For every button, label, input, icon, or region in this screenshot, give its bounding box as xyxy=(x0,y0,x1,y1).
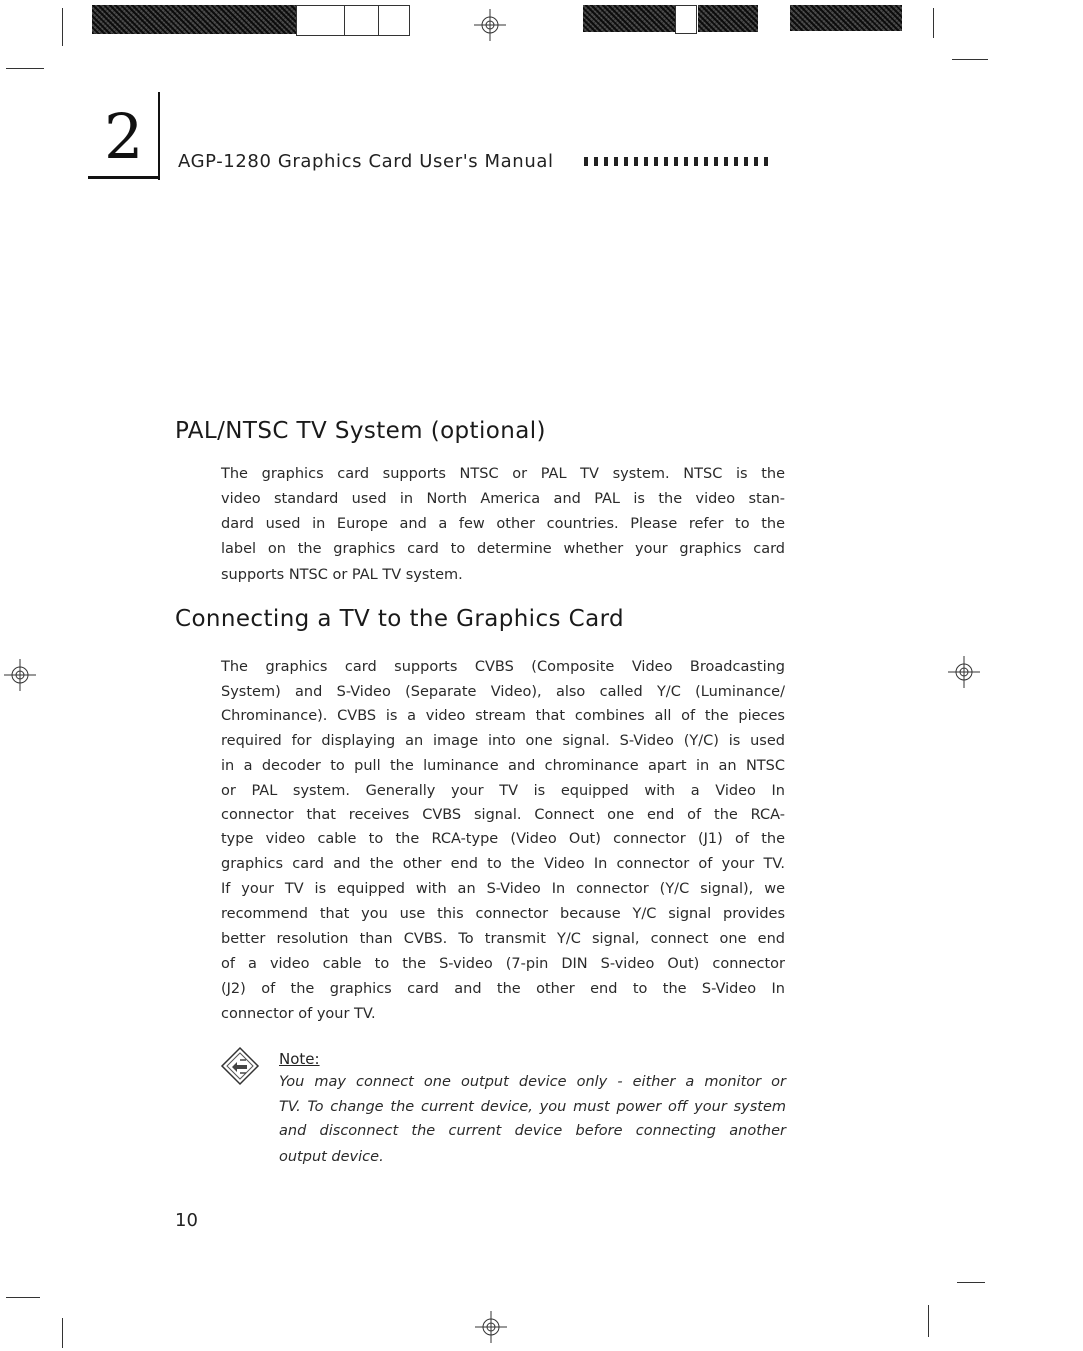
paragraph-line: video standard used in North America and PAL is the video stan- xyxy=(221,491,785,507)
print-control-bar xyxy=(790,5,902,31)
chapter-rule xyxy=(158,92,160,180)
crop-mark xyxy=(6,1297,40,1298)
crop-mark xyxy=(62,8,63,46)
print-control-bar xyxy=(92,5,308,34)
paragraph-line: connector of your TV. xyxy=(221,1006,376,1022)
registration-mark-icon xyxy=(473,1310,509,1344)
section-heading: Connecting a TV to the Graphics Card xyxy=(175,606,625,632)
registration-mark-icon xyxy=(473,8,507,42)
note-line: and disconnect the current device before connecting another xyxy=(279,1123,786,1139)
paragraph-line: or PAL system. Generally your TV is equipped with a Video In xyxy=(221,783,785,799)
paragraph-line: better resolution than CVBS. To transmit Y/C signal, connect one end xyxy=(221,931,785,947)
paragraph-line: supports NTSC or PAL TV system. xyxy=(221,567,463,583)
paragraph-line: connector that receives CVBS signal. Connect one end of the RCA- xyxy=(221,807,785,823)
paragraph-line: (J2) of the graphics card and the other end to the S-Video In xyxy=(221,981,785,997)
note-line: output device. xyxy=(279,1149,384,1165)
note-label: Note: xyxy=(279,1050,320,1068)
paragraph-line: type video cable to the RCA-type (Video Out) connector (J1) of the xyxy=(221,831,785,847)
paragraph-line: required for displaying an image into one signal. S-Video (Y/C) is used xyxy=(221,733,785,749)
print-control-box xyxy=(675,5,697,34)
crop-mark xyxy=(957,1282,985,1283)
paragraph-line: of a video cable to the S-video (7-pin DIN S-video Out) connector xyxy=(221,956,785,972)
crop-mark xyxy=(952,59,988,60)
paragraph-line: label on the graphics card to determine whether your graphics card xyxy=(221,541,785,557)
paragraph-line: dard used in Europe and a few other countries. Please refer to the xyxy=(221,516,785,532)
crop-mark xyxy=(62,1318,63,1348)
print-control-box xyxy=(296,5,346,36)
chapter-number: 2 xyxy=(104,100,144,173)
chapter-underline xyxy=(88,176,160,179)
title-dot-leader xyxy=(584,157,768,166)
registration-mark-icon xyxy=(946,654,982,690)
note-line: You may connect one output device only - either a monitor or xyxy=(279,1074,786,1090)
note-hand-icon xyxy=(220,1046,260,1086)
print-control-bar xyxy=(583,5,675,32)
note-line: TV. To change the current device, you must power off your system xyxy=(279,1099,786,1115)
paragraph-line: in a decoder to pull the luminance and chrominance apart in an NTSC xyxy=(221,758,785,774)
print-control-box xyxy=(344,5,380,36)
registration-mark-icon xyxy=(2,658,38,692)
print-control-box xyxy=(378,5,410,36)
section-heading: PAL/NTSC TV System (optional) xyxy=(175,418,546,444)
crop-mark xyxy=(928,1305,929,1337)
paragraph-line: graphics card and the other end to the Video In connector of your TV. xyxy=(221,856,785,872)
page-number: 10 xyxy=(175,1210,198,1231)
paragraph-line: If your TV is equipped with an S-Video In connector (Y/C signal), we xyxy=(221,881,785,897)
crop-mark xyxy=(6,68,44,69)
print-control-bar xyxy=(698,5,758,32)
paragraph-line: recommend that you use this connector because Y/C signal provides xyxy=(221,906,785,922)
paragraph-line: The graphics card supports NTSC or PAL TV system. NTSC is the xyxy=(221,466,785,482)
paragraph-line: Chrominance). CVBS is a video stream that combines all of the pieces xyxy=(221,708,785,724)
crop-mark xyxy=(933,8,934,38)
paragraph-line: The graphics card supports CVBS (Composite Video Broadcasting xyxy=(221,659,785,675)
paragraph-line: System) and S-Video (Separate Video), also called Y/C (Luminance/ xyxy=(221,684,785,700)
running-title: AGP-1280 Graphics Card User's Manual xyxy=(178,151,554,172)
